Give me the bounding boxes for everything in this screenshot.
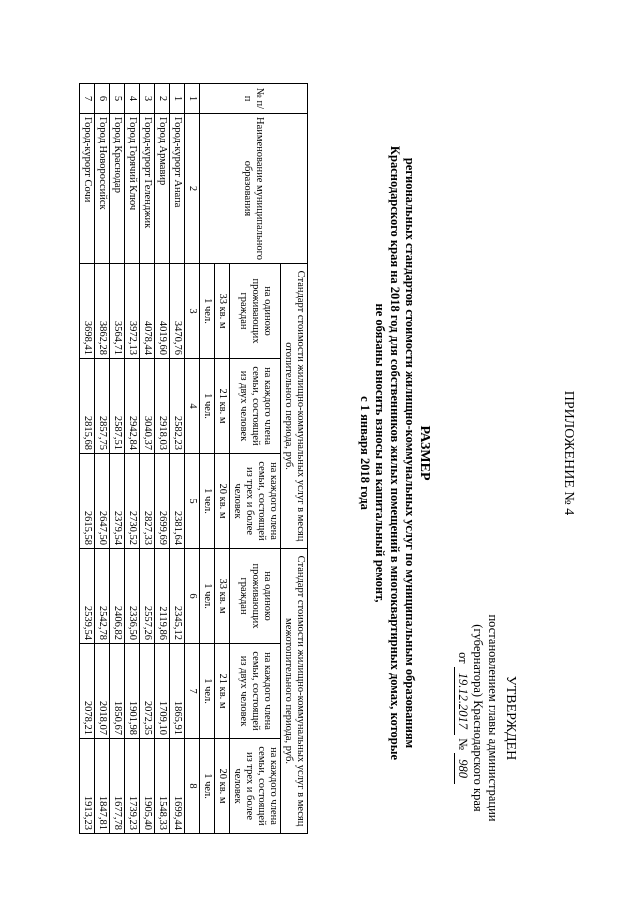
title-razmer: РАЗМЕР <box>417 424 432 480</box>
row-number: 1 <box>170 83 185 113</box>
value-cell: 2539,54 <box>80 548 95 643</box>
header-sub-three: на каждого члена семьи, состоящей из трех и более человек <box>230 453 281 548</box>
title-line-4: с 1 января 2018 года <box>358 395 372 510</box>
date-prefix: от <box>456 651 470 664</box>
resolution-line-2: (губернатора) Краснодарского края <box>471 623 485 812</box>
value-cell: 3470,76 <box>170 263 185 358</box>
table-row <box>170 83 185 833</box>
header-sub-two: на каждого члена семьи, состоящей из двух человек <box>230 358 281 453</box>
approval-block <box>454 573 518 863</box>
title-line-3: не обязаны вносить взносы на капитальный ремонт, <box>373 303 387 602</box>
approved-title: УТВЕРЖДЕН <box>503 675 518 760</box>
column-index: 2 <box>185 113 200 263</box>
column-index: 4 <box>185 358 200 453</box>
resolution-line-1: постановлением главы администрации <box>486 613 500 821</box>
header-name: Наименование муниципального образования <box>200 113 308 263</box>
value-cell: 2381,64 <box>170 453 185 548</box>
standards-table <box>79 83 308 834</box>
value-cell: 3564,71 <box>110 263 125 358</box>
column-index: 6 <box>185 548 200 643</box>
value-cell: 4019,60 <box>155 263 170 358</box>
municipality-name: Город-курорт Геленджик <box>140 113 155 263</box>
value-cell: 2730,52 <box>125 453 140 548</box>
value-cell: 2918,03 <box>155 358 170 453</box>
municipality-name: Город-курорт Анапа <box>170 113 185 263</box>
value-cell: 2615,58 <box>80 453 95 548</box>
header-area: 33 кв. м <box>215 263 230 358</box>
row-number: 4 <box>125 83 140 113</box>
header-sub-three: на каждого члена семьи, состоящей из трех и более человек <box>230 738 281 833</box>
table-body <box>80 83 185 833</box>
table-row <box>140 83 155 833</box>
table-row <box>80 83 95 833</box>
value-cell: 2078,21 <box>80 643 95 738</box>
value-cell: 1739,23 <box>125 738 140 833</box>
value-cell: 2699,69 <box>155 453 170 548</box>
date-value: 19.12.2017 <box>454 666 470 734</box>
value-cell: 3698,41 <box>80 263 95 358</box>
table-row <box>125 83 140 833</box>
value-cell: 1699,44 <box>170 738 185 833</box>
value-cell: 2379,54 <box>110 453 125 548</box>
appendix-label: ПРИЛОЖЕНИЕ № 4 <box>561 390 576 515</box>
header-area: 20 кв. м <box>215 738 230 833</box>
header-area: 21 кв. м <box>215 358 230 453</box>
header-area: 33 кв. м <box>215 548 230 643</box>
row-number: 7 <box>80 83 95 113</box>
value-cell: 2582,23 <box>170 358 185 453</box>
header-person: 1 чел. <box>200 263 215 358</box>
value-cell: 1905,40 <box>140 738 155 833</box>
column-index: 7 <box>185 643 200 738</box>
header-person: 1 чел. <box>200 358 215 453</box>
municipality-name: Город Горячий Ключ <box>125 113 140 263</box>
municipality-name: Город Армавир <box>155 113 170 263</box>
value-cell: 2406,82 <box>110 548 125 643</box>
table-row <box>110 83 125 833</box>
value-cell: 3040,37 <box>140 358 155 453</box>
value-cell: 2827,33 <box>140 453 155 548</box>
value-cell: 2587,51 <box>110 358 125 453</box>
column-index: 5 <box>185 453 200 548</box>
row-number: 6 <box>95 83 110 113</box>
document-page <box>40 23 600 883</box>
column-index-row <box>185 83 200 833</box>
header-person: 1 чел. <box>200 738 215 833</box>
value-cell: 1865,91 <box>170 643 185 738</box>
document-title <box>357 23 432 883</box>
value-cell: 2336,50 <box>125 548 140 643</box>
value-cell: 3862,28 <box>95 263 110 358</box>
value-cell: 2857,75 <box>95 358 110 453</box>
value-cell: 2345,12 <box>170 548 185 643</box>
header-person: 1 чел. <box>200 453 215 548</box>
value-cell: 2072,35 <box>140 643 155 738</box>
value-cell: 1548,33 <box>155 738 170 833</box>
value-cell: 2542,78 <box>95 548 110 643</box>
municipality-name: Город Краснодар <box>110 113 125 263</box>
number-prefix: № <box>456 737 470 750</box>
number-value: 980 <box>454 753 470 784</box>
header-group-nonheating: Стандарт стоимости жилищно-коммунальных услуг в месяц межотопительного периода, руб. <box>281 548 308 833</box>
municipality-name: Город-курорт Сочи <box>80 113 95 263</box>
column-index: 1 <box>185 83 200 113</box>
value-cell: 1913,23 <box>80 738 95 833</box>
table-row <box>95 83 110 833</box>
value-cell: 1677,78 <box>110 738 125 833</box>
value-cell: 2018,07 <box>95 643 110 738</box>
column-index: 8 <box>185 738 200 833</box>
row-number: 3 <box>140 83 155 113</box>
header-sub-single: на одиноко проживающих граждан <box>230 548 281 643</box>
value-cell: 2119,86 <box>155 548 170 643</box>
value-cell: 1847,81 <box>95 738 110 833</box>
value-cell: 2557,26 <box>140 548 155 643</box>
value-cell: 1901,98 <box>125 643 140 738</box>
header-no: № п/п <box>200 83 308 113</box>
title-line-2: Краснодарского края на 2018 год для собственников жилых помещений в многоквартирных домах, которые <box>388 145 402 760</box>
header-person: 1 чел. <box>200 643 215 738</box>
value-cell: 4078,44 <box>140 263 155 358</box>
header-area: 21 кв. м <box>215 643 230 738</box>
table-row <box>155 83 170 833</box>
value-cell: 2647,50 <box>95 453 110 548</box>
value-cell: 2815,68 <box>80 358 95 453</box>
municipality-name: Город Новороссийск <box>95 113 110 263</box>
date-number-line <box>454 573 470 863</box>
header-sub-two: на каждого члена семьи, состоящей из двух человек <box>230 643 281 738</box>
header-group-heating: Стандарт стоимости жилищно-коммунальных услуг в месяц отопительного периода, руб. <box>281 263 308 548</box>
column-index: 3 <box>185 263 200 358</box>
row-number: 2 <box>155 83 170 113</box>
row-number: 5 <box>110 83 125 113</box>
title-line-1: региональных стандартов стоимости жилищно-коммунальных услуг по муниципальным образованиям <box>403 157 417 748</box>
header-area: 20 кв. м <box>215 453 230 548</box>
header-sub-single: на одиноко проживающих граждан <box>230 263 281 358</box>
header-person: 1 чел. <box>200 548 215 643</box>
value-cell: 1850,67 <box>110 643 125 738</box>
value-cell: 3972,13 <box>125 263 140 358</box>
value-cell: 1709,10 <box>155 643 170 738</box>
value-cell: 2942,84 <box>125 358 140 453</box>
